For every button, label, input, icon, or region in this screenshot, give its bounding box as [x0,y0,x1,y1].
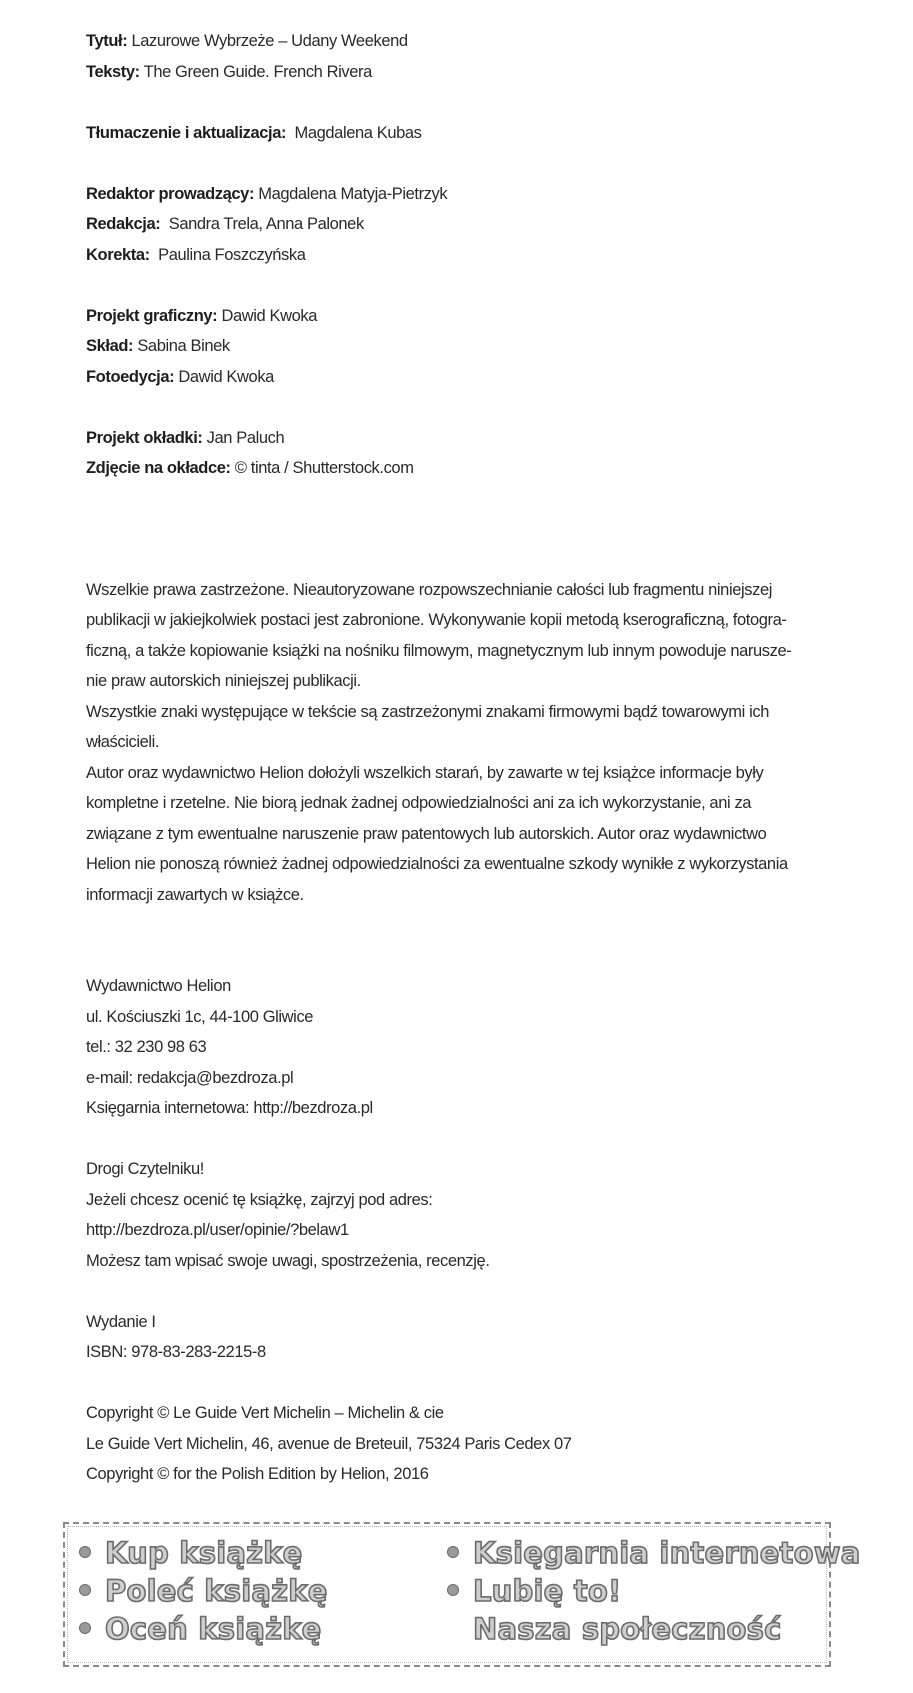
legal-line: Autor oraz wydawnictwo Helion dołożyli wszelkich starań, by zawarte w tej książce informacje były [86,763,764,782]
credit-label: Redaktor prowadzący: [86,184,255,203]
publisher-info [86,971,826,1124]
credit-label: Korekta: [86,245,150,264]
credit-label: Tytuł: [86,32,128,50]
credit-lead-editor [86,179,826,210]
credit-typesetting [86,331,826,362]
reader-greeting: Drogi Czytelniku! [86,1160,204,1178]
credit-value: Lazurowe Wybrzeże – Udany Weekend [131,32,408,50]
legal-line: kompletne i rzetelne. Nie biorą jednak żadnej odpowiedzialności ani za ich wykorzystanie, ani za [86,794,752,812]
credit-label: Zdjęcie na okładce: [86,459,231,477]
credit-label: Projekt graficzny: [86,306,218,325]
reader-url: http://bezdroza.pl/user/opinie/?belaw1 [86,1221,349,1239]
publisher-name: Wydawnictwo Helion [86,977,231,995]
credit-value: Sandra Trela, Anna Palonek [168,215,364,233]
credit-label: Teksty: [86,62,140,81]
credit-label: Skład: [86,337,134,355]
imprint-page [86,26,826,1490]
online-bookstore-link[interactable] [447,1534,861,1572]
credit-translation [86,118,826,149]
credit-value: © tinta / Shutterstock.com [234,459,414,477]
publisher-address: ul. Kościuszki 1c, 44-100 Gliwice [86,1007,314,1026]
promo-label: Księgarnia internetowa [473,1536,861,1570]
like-community-link[interactable] [447,1572,861,1648]
bullet-icon [79,1584,91,1596]
credit-value: Dawid Kwoka [221,306,318,325]
bullet-icon [79,1546,91,1558]
isbn: ISBN: 978-83-283-2215-8 [86,1343,266,1361]
credit-label: Projekt okładki: [86,428,203,447]
reader-note [86,1154,826,1276]
credit-value: Magdalena Kubas [294,123,422,142]
rate-book-link[interactable] [79,1610,328,1648]
credit-label: Tłumaczenie i aktualizacja: [86,123,287,142]
credit-value: Magdalena Matyja-Pietrzyk [258,184,448,203]
publisher-phone: tel.: 32 230 98 63 [86,1038,207,1056]
publisher-bookstore: Księgarnia internetowa: http://bezdroza.pl [86,1099,373,1117]
reader-line: Możesz tam wpisać swoje uwagi, spostrzeżenia, recenzję. [86,1251,490,1270]
credit-proofreading [86,240,826,271]
reader-line: Jeżeli chcesz ocenić tę książkę, zajrzyj pod adres: [86,1190,433,1209]
credit-value: Paulina Foszczyńska [158,245,306,264]
bullet-icon [447,1546,459,1558]
bullet-icon [79,1622,91,1634]
copyright-line: Le Guide Vert Michelin, 46, avenue de Breteuil, 75324 Paris Cedex 07 [86,1434,572,1453]
legal-line: publikacji w jakiejkolwiek postaci jest zabronione. Wykonywanie kopii metodą kserograficzną, fotogra- [86,611,787,629]
credit-cover-photo [86,453,826,484]
legal-line: Wszelkie prawa zastrzeżone. Nieautoryzowane rozpowszechnianie całości lub fragmentu niniejszej [86,580,772,599]
legal-notice [86,575,826,911]
promo-column-right [447,1534,861,1648]
promo-label: Kup książkę [105,1536,303,1570]
publisher-email: e-mail: redakcja@bezdroza.pl [86,1068,294,1087]
credits-section [86,26,826,484]
credit-title [86,26,826,57]
promo-column-left [79,1534,328,1648]
recommend-book-link[interactable] [79,1572,328,1610]
legal-line: Helion nie ponoszą również żadnej odpowiedzialności za ewentualne szkody wynikłe z wykorzystania [86,855,788,873]
legal-line: właścicieli. [86,733,160,751]
credit-photo-editing [86,362,826,393]
credit-value: Jan Paluch [206,428,285,447]
legal-line: Wszystkie znaki występujące w tekście są zastrzeżonymi znakami firmowymi bądź towarowymi ich [86,702,769,721]
promo-sublabel: Nasza społeczność [473,1612,782,1646]
copyright-line: Copyright © Le Guide Vert Michelin – Michelin & cie [86,1404,444,1422]
bullet-icon [447,1584,459,1596]
credit-value: Dawid Kwoka [178,367,274,386]
credit-value: The Green Guide. French Rivera [143,62,372,81]
credit-cover-design [86,423,826,454]
credit-texts [86,57,826,88]
promo-label: Poleć książkę [105,1574,328,1608]
credit-label: Redakcja: [86,215,161,233]
legal-line: informacji zawartych w książce. [86,885,304,904]
credit-label: Fotoedycja: [86,367,175,386]
credit-value: Sabina Binek [137,337,230,355]
credit-editing [86,209,826,240]
legal-line: ficzną, a także kopiowanie książki na nośniku filmowym, magnetycznym lub innym powoduje narusze- [86,641,792,660]
copyright-info [86,1398,826,1490]
legal-line: związane z tym ewentualne naruszenie praw patentowych lub autorskich. Autor oraz wydawnictwo [86,824,767,843]
legal-line: nie praw autorskich niniejszej publikacji. [86,672,361,690]
buy-book-link[interactable] [79,1534,328,1572]
credit-graphic-design [86,301,826,332]
promo-label: Oceń książkę [105,1612,322,1646]
edition-info [86,1307,826,1368]
promo-box [63,1522,861,1667]
copyright-line: Copyright © for the Polish Edition by Helion, 2016 [86,1465,429,1483]
promo-label: Lubię to! [473,1574,622,1608]
edition-number: Wydanie I [86,1312,156,1331]
